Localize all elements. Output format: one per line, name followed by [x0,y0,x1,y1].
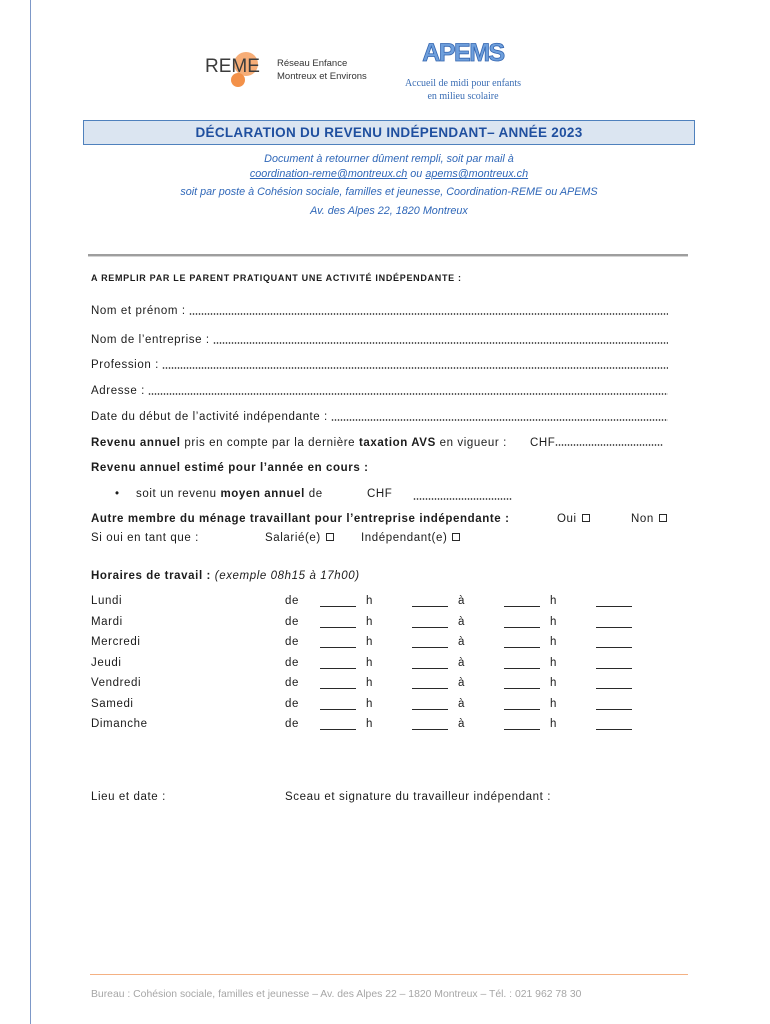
address-row [91,384,668,398]
start-minutes-input[interactable] [412,697,448,710]
from-label: de [285,636,299,648]
to-label: à [458,677,465,689]
full-name-row [91,304,668,318]
title-banner [83,120,695,145]
start-date-input[interactable] [331,419,668,421]
from-label: de [285,595,299,607]
from-label: de [285,677,299,689]
start-minutes-input[interactable] [412,656,448,669]
start-hour-separator: h [366,656,373,669]
end-hours-input[interactable] [504,656,540,669]
apems-logo-text: APEMS [422,39,504,67]
to-label: à [458,636,465,648]
schedule-row [91,594,651,608]
full-name-input[interactable] [189,313,668,315]
independent-checkbox[interactable] [452,533,460,541]
avs-income-amount [530,436,663,450]
estimated-income-heading [91,461,369,475]
start-hours-input[interactable] [320,635,356,648]
company-name-row [91,333,668,347]
apems-email-link[interactable]: apems@montreux.ch [425,168,529,180]
day-label: Mardi [91,615,123,628]
employee-label: Salarié(e) [265,532,321,544]
profession-input[interactable] [162,367,668,369]
avs-currency-label: CHF [530,437,556,449]
estimated-income-heading-text: Revenu annuel estimé pour l’année en cours : [91,462,369,474]
start-hours-input[interactable] [320,697,356,710]
page-margin-rule [30,0,31,1024]
reme-email-link[interactable]: coordination-reme@montreux.ch [249,168,408,180]
to-label: à [458,697,465,710]
schedule-example: (exemple 08h15 à 17h00) [214,570,360,582]
avs-income-input[interactable] [555,444,663,446]
avs-income-text-1: pris en compte par la dernière [184,437,356,449]
instructions-address: Av. des Alpes 22, 1820 Montreux [310,205,468,217]
schedule-row [91,656,651,670]
company-name-input[interactable] [213,342,668,344]
start-date-row [91,410,668,424]
estimated-income-text-1: soit un revenu [136,488,217,500]
email-or-text: ou [410,168,423,180]
start-minutes-input[interactable] [412,717,448,730]
start-date-label: Date du début de l’activité indépendante : [91,411,328,423]
schedule-row [91,676,651,690]
end-minutes-input[interactable] [596,717,632,730]
address-input[interactable] [148,393,668,395]
start-hours-input[interactable] [320,615,356,628]
full-name-label: Nom et prénom : [91,305,186,317]
from-label: de [285,615,299,628]
day-label: Mercredi [91,636,141,648]
reme-logo-text: REME [205,56,260,77]
end-minutes-input[interactable] [596,594,632,607]
independent-option[interactable] [361,531,460,545]
independent-label: Indépendant(e) [361,532,448,544]
reme-caption-line-2: Montreux et Environs [277,70,367,82]
to-label: à [458,718,465,730]
employee-checkbox[interactable] [326,533,334,541]
end-hours-input[interactable] [504,594,540,607]
start-minutes-input[interactable] [412,676,448,689]
from-label: de [285,718,299,730]
avs-income-bold-1: Revenu annuel [91,437,181,449]
estimated-currency-label: CHF [367,488,393,500]
section-divider [88,254,688,257]
schedule-heading [91,569,360,583]
start-minutes-input[interactable] [412,615,448,628]
employee-option[interactable] [265,531,334,545]
end-minutes-input[interactable] [596,676,632,689]
end-hour-separator: h [550,697,557,710]
yes-label: Oui [557,513,577,525]
start-hours-input[interactable] [320,717,356,730]
apems-tagline-1: Accueil de midi pour enfants [404,78,522,89]
estimated-income-statement [136,487,323,501]
no-option[interactable] [631,512,667,526]
start-hour-separator: h [366,697,373,710]
estimated-income-text-2: de [308,488,323,500]
start-hour-separator: h [366,636,373,648]
start-hour-separator: h [366,595,373,607]
yes-checkbox[interactable] [582,514,590,522]
place-date-label: Lieu et date : [91,791,166,803]
footer-text: Bureau : Cohésion sociale, familles et jeunesse – Av. des Alpes 22 – 1820 Montreux – Tél. : 021 962 78 30 [91,989,582,1000]
no-checkbox[interactable] [659,514,667,522]
profession-label: Profession : [91,359,159,371]
schedule-row [91,717,651,731]
end-hours-input[interactable] [504,635,540,648]
day-label: Lundi [91,595,123,607]
start-hours-input[interactable] [320,594,356,607]
end-hour-separator: h [550,636,557,648]
from-label: de [285,656,299,669]
schedule-heading-text: Horaires de travail : [91,570,211,582]
to-label: à [458,595,465,607]
schedule-row [91,697,651,711]
start-hours-input[interactable] [320,676,356,689]
end-minutes-input[interactable] [596,697,632,710]
end-minutes-input[interactable] [596,656,632,669]
end-hours-input[interactable] [504,676,540,689]
end-hour-separator: h [550,718,557,730]
reme-logo [198,44,274,90]
footer-divider [90,974,688,975]
day-label: Samedi [91,697,134,710]
day-label: Jeudi [91,656,122,669]
day-label: Vendredi [91,677,142,689]
instructions-emails [83,168,695,181]
end-hours-input[interactable] [504,697,540,710]
start-minutes-input[interactable] [412,594,448,607]
role-label: Si oui en tant que : [91,532,199,544]
form-title: DÉCLARATION DU REVENU INDÉPENDANT– ANNÉE 2023 [195,125,583,140]
apems-tagline-2: en milieu scolaire [427,91,499,102]
end-minutes-input[interactable] [596,615,632,628]
instructions-line-3: soit par poste à Cohésion sociale, familles et jeunesse, Coordination-REME ou APEMS [180,186,598,198]
profession-row [91,358,668,372]
avs-income-text-2: en vigueur : [439,437,507,449]
end-hour-separator: h [550,677,557,689]
no-label: Non [631,513,654,525]
end-minutes-input[interactable] [596,635,632,648]
end-hour-separator: h [550,595,557,607]
to-label: à [458,656,465,669]
day-label: Dimanche [91,718,148,730]
company-name-label: Nom de l’entreprise : [91,334,210,346]
schedule-row [91,635,651,649]
start-hour-separator: h [366,615,373,628]
avs-income-bold-2: taxation AVS [358,437,436,449]
start-hour-separator: h [366,718,373,730]
bullet-icon: • [115,488,120,500]
end-hours-input[interactable] [504,717,540,730]
reme-caption-line-1: Réseau Enfance [277,58,348,69]
reme-logo-caption [277,58,367,83]
yes-option[interactable] [557,512,590,526]
end-hour-separator: h [550,615,557,628]
household-question-text: Autre membre du ménage travaillant pour l’entreprise indépendante : [91,513,510,525]
end-hour-separator: h [550,656,557,669]
estimated-income-input[interactable] [413,498,512,500]
avs-income-statement [91,436,507,450]
start-hour-separator: h [366,677,373,689]
section-heading: A REMPLIR PAR LE PARENT PRATIQUANT UNE ACTIVITÉ INDÉPENDANTE : [91,273,462,283]
household-question [91,512,510,526]
address-label: Adresse : [91,385,145,397]
start-minutes-input[interactable] [412,635,448,648]
schedule-row [91,615,651,629]
start-hours-input[interactable] [320,656,356,669]
from-label: de [285,697,299,710]
apems-logo [393,40,533,103]
instructions-line-1: Document à retourner dûment rempli, soit par mail à [264,153,514,165]
to-label: à [458,615,465,628]
estimated-income-bold: moyen annuel [220,488,305,500]
seal-signature-label: Sceau et signature du travailleur indépendant : [285,791,552,803]
end-hours-input[interactable] [504,615,540,628]
